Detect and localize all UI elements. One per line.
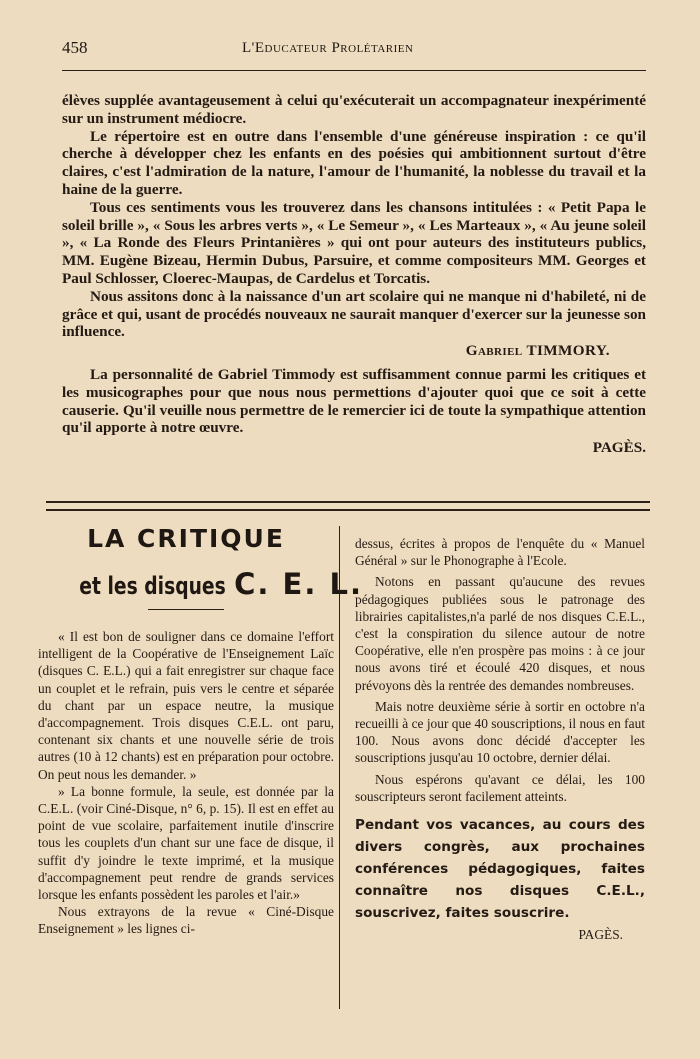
headline-prefix: et les disques (79, 572, 226, 600)
call-to-action-text: Pendant vos vacances, au cours des divers congrès, aux prochaines conférences pédagogiques, faites connaître nos disques C.E.L., souscrivez, faites souscrire. (355, 817, 645, 922)
top-article (62, 92, 646, 457)
left-column-body (38, 628, 334, 938)
right-column (355, 535, 645, 943)
page-number: 458 (62, 38, 88, 57)
page-header (62, 36, 646, 71)
left-column (38, 518, 363, 938)
column-paragraph: » La bonne formule, la seule, est donnée par la C.E.L. (voir Ciné-Disque, n° 6, p. 15). Il est en effet au point de vue scolaire, parfaitement inutile d'inscrire tous les couplets d'un chant sur une face de disque, il suffit d'y joindre le texte imprimé, et la musique d'accompagnement peut rendre de grands services lorsque les enfants possèdent les paroles et l'air.» (38, 783, 334, 903)
column-divider (339, 526, 340, 1009)
article-paragraph: Le répertoire est en outre dans l'ensemble d'une généreuse inspiration : ce qu'il cherche à développer chez les enfants en des poésies qui ambitionnent surtout d'être claires, c'est l'admiration de la nature, l'amour de l'humanité, la noblesse du travail et la haine de la guerre. (62, 127, 646, 198)
editor-note: La personnalité de Gabriel Timmody est suffisamment connue parmi les critiques et les musicographes pour que nous nous permettions d'ajouter quoi que ce soit à cette causerie. Qu'il veuille nous permettre de le remercier ici de toute la sympathique attention qu'il apporte à notre œuvre. (62, 365, 646, 437)
column-paragraph: Notons en passant qu'aucune des revues pédagogiques publiées sous le patronage des librairies capitalistes,n'a parlé de nos disques C.E.L., c'est la conspiration du silence autour de notre Coopérative, elle n'en prospère pas moins : à ce jour nous avons tiré et écoulé 420 disques, et nous prévoyons dès la rentrée des demandes nombreuses. (355, 574, 645, 693)
headline-emphasis: C. E. L. (234, 567, 363, 601)
article-paragraph: Tous ces sentiments vous les trouverez dans les chansons intitulées : « Petit Papa le soleil brille », « Sous les arbres verts », « Le Semeur », « Les Marteaux », « Au jeune soleil », « La Ronde des Fleurs Printanières » qui ont pour auteurs des instituteurs publics, MM. Eugène Bizeau, Hermin Dubus, Parsuire, et comme compositeurs MM. Georges et Paul Schlosser, Cloerec-Maupas, de Cardelus et Torcatis. (62, 198, 646, 287)
author-signature: Gabriel TIMMORY. (465, 342, 610, 360)
column-paragraph: dessus, écrites à propos de l'enquête du « Manuel Général » sur le Phonographe à l'Ecole. (355, 536, 645, 569)
column-paragraph: « Il est bon de souligner dans ce domaine l'effort intelligent de la Coopérative de l'Enseignement Laïc (disques C. E.L.) qui a fait enregistrer sur chaque face un couplet et le refrain, puis vers le centre et séparée du chant par un espace neutre, la musique d'accompagnement. Trois disques C.E.L. ont paru, contenant six chants et une nouvelle série de trois autres (10 à 12 chants) est en préparation pour octobre. On peut nous les demander. » (38, 629, 334, 782)
headline-rule (148, 609, 224, 610)
running-title: L'Educateur Prolétarien (242, 40, 414, 56)
headline-line-1: LA CRITIQUE (87, 524, 285, 553)
column-paragraph: Mais notre deuxième série à sortir en octobre n'a recueilli à ce jour que 40 souscriptions, il nous en faut 100. Nous avons donc décidé d'accepter les souscriptions jusqu'au 10 octobre, dernier délai. (355, 698, 645, 766)
column-paragraph: Nous extrayons de la revue « Ciné-Disque Enseignement » les lignes ci- (38, 904, 334, 937)
call-to-action (355, 814, 645, 924)
article-paragraph: Nous assitons donc à la naissance d'un art scolaire qui ne manque ni d'habileté, ni de grâce et qui, usant de procédés nouveaux ne saurait manquer d'exercer sur la jeunesse son influence. (62, 287, 646, 341)
article-signature: PAGÈS. (578, 927, 623, 943)
column-paragraph: Nous espérons qu'avant ce délai, les 100 souscripteurs seront facilement atteints. (355, 771, 645, 804)
section-divider (46, 501, 650, 511)
headline-line-2 (38, 567, 363, 601)
article-paragraph: élèves supplée avantageusement à celui qu'exécuterait un accompagnateur inexpérimenté sur un instrument médiocre. (62, 92, 646, 127)
editor-signature: PAGÈS. (592, 439, 646, 457)
